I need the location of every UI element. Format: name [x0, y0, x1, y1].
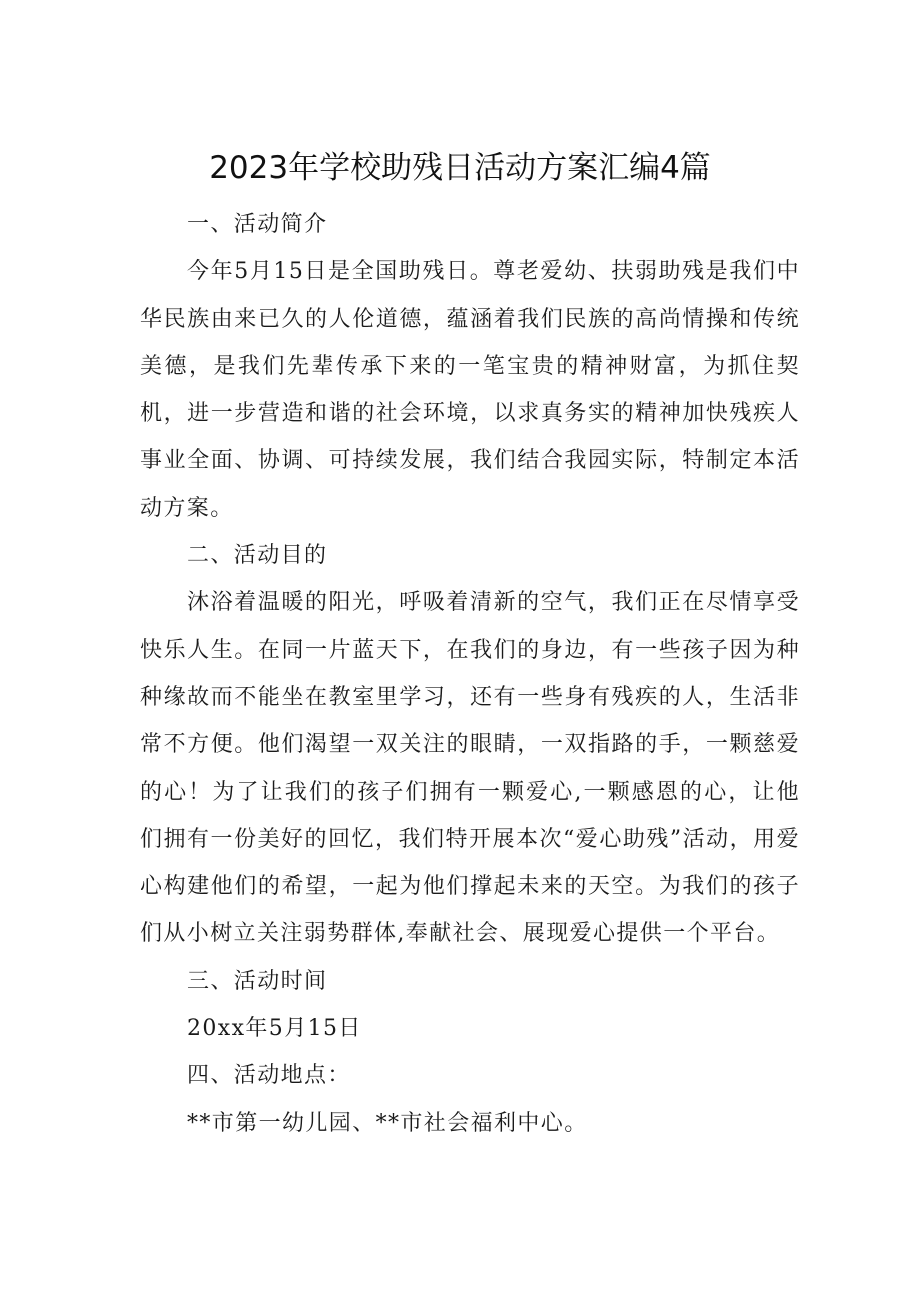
paragraph-purpose: 沐浴着温暖的阳光，呼吸着清新的空气，我们正在尽情享受快乐人生。在同一片蓝天下，在我们的身边，有一些孩子因为种种缘故而不能坐在教室里学习，还有一些身有残疾的人，生活非常不方便。他们渴望一双关注的眼睛，一双指路的手，一颗慈爱的心！为了让我们的孩子们拥有一颗爱心,一颗感恩的心，让他们拥有一份美好的回忆，我们特开展本次“爱心助残”活动，用爱心构建他们的希望，一起为他们撑起未来的天空。为我们的孩子们从小树立关注弱势群体,奉献社会、展现爱心提供一个平台。 [140, 590, 800, 947]
section-heading-location: 四、活动地点： [187, 1063, 351, 1089]
section-heading-purpose: 二、活动目的 [187, 543, 328, 569]
section-heading-time: 三、活动时间 [187, 968, 328, 994]
section-heading-intro: 一、活动简介 [187, 212, 328, 237]
activity-location: **市第一幼儿园、**市社会福利中心。 [187, 1110, 588, 1136]
paragraph-intro: 今年5月15日是全国助残日。尊老爱幼、扶弱助残是我们中华民族由来已久的人伦道德，蕴涵着我们民族的高尚情操和传统美德，是我们先辈传承下来的一笔宝贵的精神财富，为抓住契机，进一步营造和谐的社会环境，以求真务实的精神加快残疾人事业全面、协调、可持续发展，我们结合我园实际，特制定本活动方案。 [140, 259, 800, 521]
document-body [140, 201, 800, 1147]
document-title: 2023年学校助残日活动方案汇编4篇 [209, 150, 711, 186]
activity-date: 20xx年5月15日 [187, 1016, 362, 1042]
